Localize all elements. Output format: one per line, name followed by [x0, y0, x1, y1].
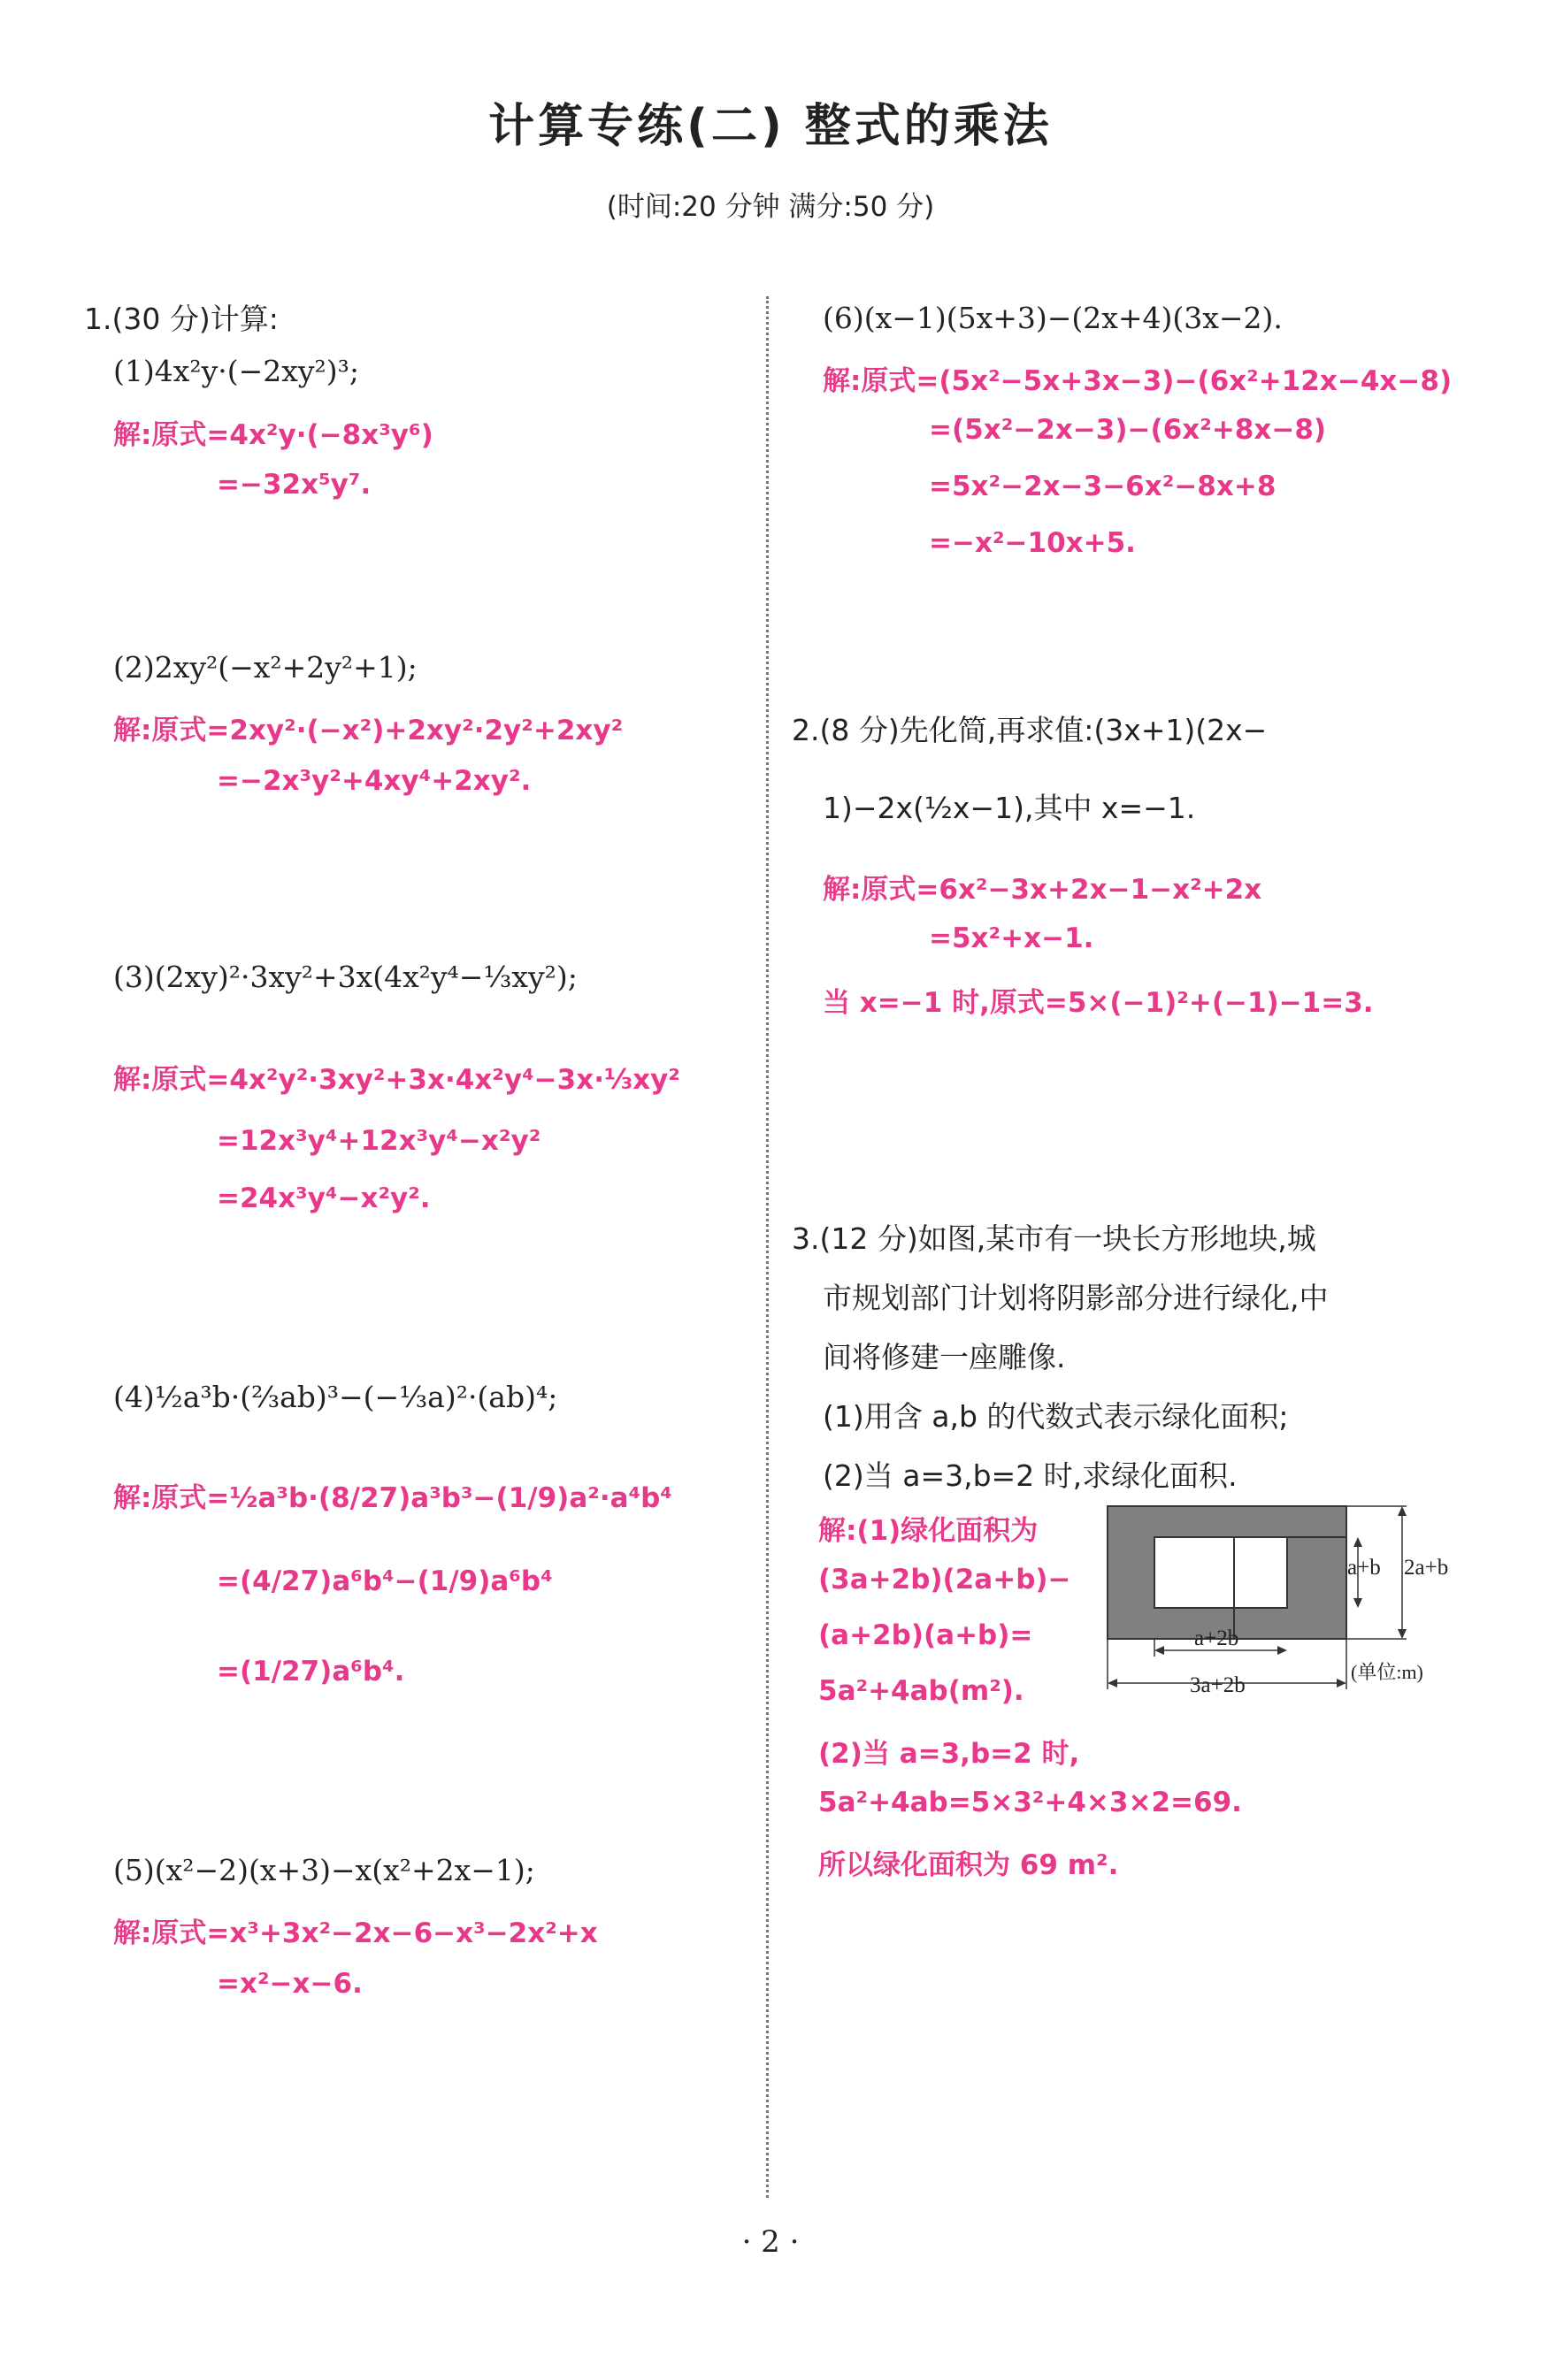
q1-part3-answer-line3: =24x³y⁴−x²y².	[217, 1182, 431, 1214]
q2-answer-line2: =5x²+x−1.	[929, 922, 1094, 954]
q1-part4-question: (4)½a³b·(⅔ab)³−(−⅓a)²·(ab)⁴;	[113, 1380, 558, 1414]
q1-part6-question: (6)(x−1)(5x+3)−(2x+4)(3x−2).	[823, 301, 1283, 335]
q1-part5-answer-line2: =x²−x−6.	[217, 1968, 363, 2000]
q3-answer-line1: 解:(1)绿化面积为	[818, 1515, 1039, 1547]
q3-text-line3: 间将修建一座雕像.	[823, 1340, 1066, 1374]
q1-part6-answer-line2: =(5x²−2x−3)−(6x²+8x−8)	[929, 414, 1327, 446]
q1-part6-answer-line1: 解:原式=(5x²−5x+3x−3)−(6x²+12x−4x−8)	[823, 365, 1453, 397]
q2-answer-line3: 当 x=−1 时,原式=5×(−1)²+(−1)−1=3.	[823, 987, 1374, 1019]
q1-part3-answer-line2: =12x³y⁴+12x³y⁴−x²y²	[217, 1125, 541, 1157]
q2-text-line1: 2.(8 分)先化简,再求值:(3x+1)(2x−	[792, 713, 1268, 747]
q1-part2-answer-line2: =−2x³y²+4xy⁴+2xy².	[217, 765, 532, 797]
q1-part1-answer-line2: =−32x⁵y⁷.	[217, 469, 372, 501]
q3-answer-line7: 所以绿化面积为 69 m².	[818, 1849, 1119, 1881]
q3-land-figure	[1101, 1502, 1460, 1705]
page-subtitle: (时间:20 分钟 满分:50 分)	[606, 191, 935, 223]
q1-header: 1.(30 分)计算:	[84, 302, 279, 336]
column-divider	[766, 296, 769, 2198]
page-title: 计算专练(二) 整式的乘法	[488, 100, 1053, 153]
label-unit: (单位:m)	[1351, 1661, 1423, 1683]
q1-part2-question: (2)2xy²(−x²+2y²+1);	[113, 650, 418, 685]
q3-answer-line4: 5a²+4ab(m²).	[818, 1675, 1024, 1707]
q1-part4-answer-line3: =(1/27)a⁶b⁴.	[217, 1656, 405, 1687]
q2-text-line2: 1)−2x(½x−1),其中 x=−1.	[823, 791, 1196, 825]
q1-part1-answer-line1: 解:原式=4x²y·(−8x³y⁶)	[113, 419, 433, 451]
q2-answer-line1: 解:原式=6x²−3x+2x−1−x²+2x	[823, 874, 1262, 906]
q1-part5-answer-line1: 解:原式=x³+3x²−2x−6−x³−2x²+x	[113, 1917, 598, 1949]
statue-rect	[1154, 1537, 1287, 1608]
q1-part6-answer-line3: =5x²−2x−3−6x²−8x+8	[929, 471, 1276, 502]
label-2a-plus-b: 2a+b	[1404, 1556, 1449, 1580]
label-a-plus-b: a+b	[1347, 1556, 1381, 1580]
q3-answer-line3: (a+2b)(a+b)=	[818, 1619, 1033, 1651]
q1-part4-answer-line1: 解:原式=½a³b·(8/27)a³b³−(1/9)a²·a⁴b⁴	[113, 1482, 672, 1514]
q1-part3-question: (3)(2xy)²·3xy²+3x(4x²y⁴−⅓xy²);	[113, 960, 578, 994]
label-3a-plus-2b: 3a+2b	[1190, 1673, 1246, 1697]
q3-answer-line2: (3a+2b)(2a+b)−	[818, 1564, 1071, 1596]
q3-answer-line5: (2)当 a=3,b=2 时,	[818, 1738, 1080, 1770]
page-number: · 2 ·	[741, 2224, 800, 2260]
q1-part1-question: (1)4x²y·(−2xy²)³;	[113, 354, 359, 388]
label-a-plus-2b: a+2b	[1194, 1626, 1239, 1650]
q1-part6-answer-line4: =−x²−10x+5.	[929, 527, 1136, 559]
q3-text-line1: 3.(12 分)如图,某市有一块长方形地块,城	[792, 1221, 1316, 1256]
q1-part4-answer-line2: =(4/27)a⁶b⁴−(1/9)a⁶b⁴	[217, 1565, 553, 1597]
q3-part1-question: (1)用含 a,b 的代数式表示绿化面积;	[823, 1399, 1289, 1434]
q1-part2-answer-line1: 解:原式=2xy²·(−x²)+2xy²·2y²+2xy²	[113, 715, 624, 746]
q3-part2-question: (2)当 a=3,b=2 时,求绿化面积.	[823, 1458, 1238, 1493]
q1-part3-answer-line1: 解:原式=4x²y²·3xy²+3x·4x²y⁴−3x·⅓xy²	[113, 1064, 680, 1096]
q1-part5-question: (5)(x²−2)(x+3)−x(x²+2x−1);	[113, 1853, 535, 1887]
q3-text-line2: 市规划部门计划将阴影部分进行绿化,中	[823, 1281, 1329, 1315]
q3-answer-line6: 5a²+4ab=5×3²+4×3×2=69.	[818, 1787, 1242, 1818]
